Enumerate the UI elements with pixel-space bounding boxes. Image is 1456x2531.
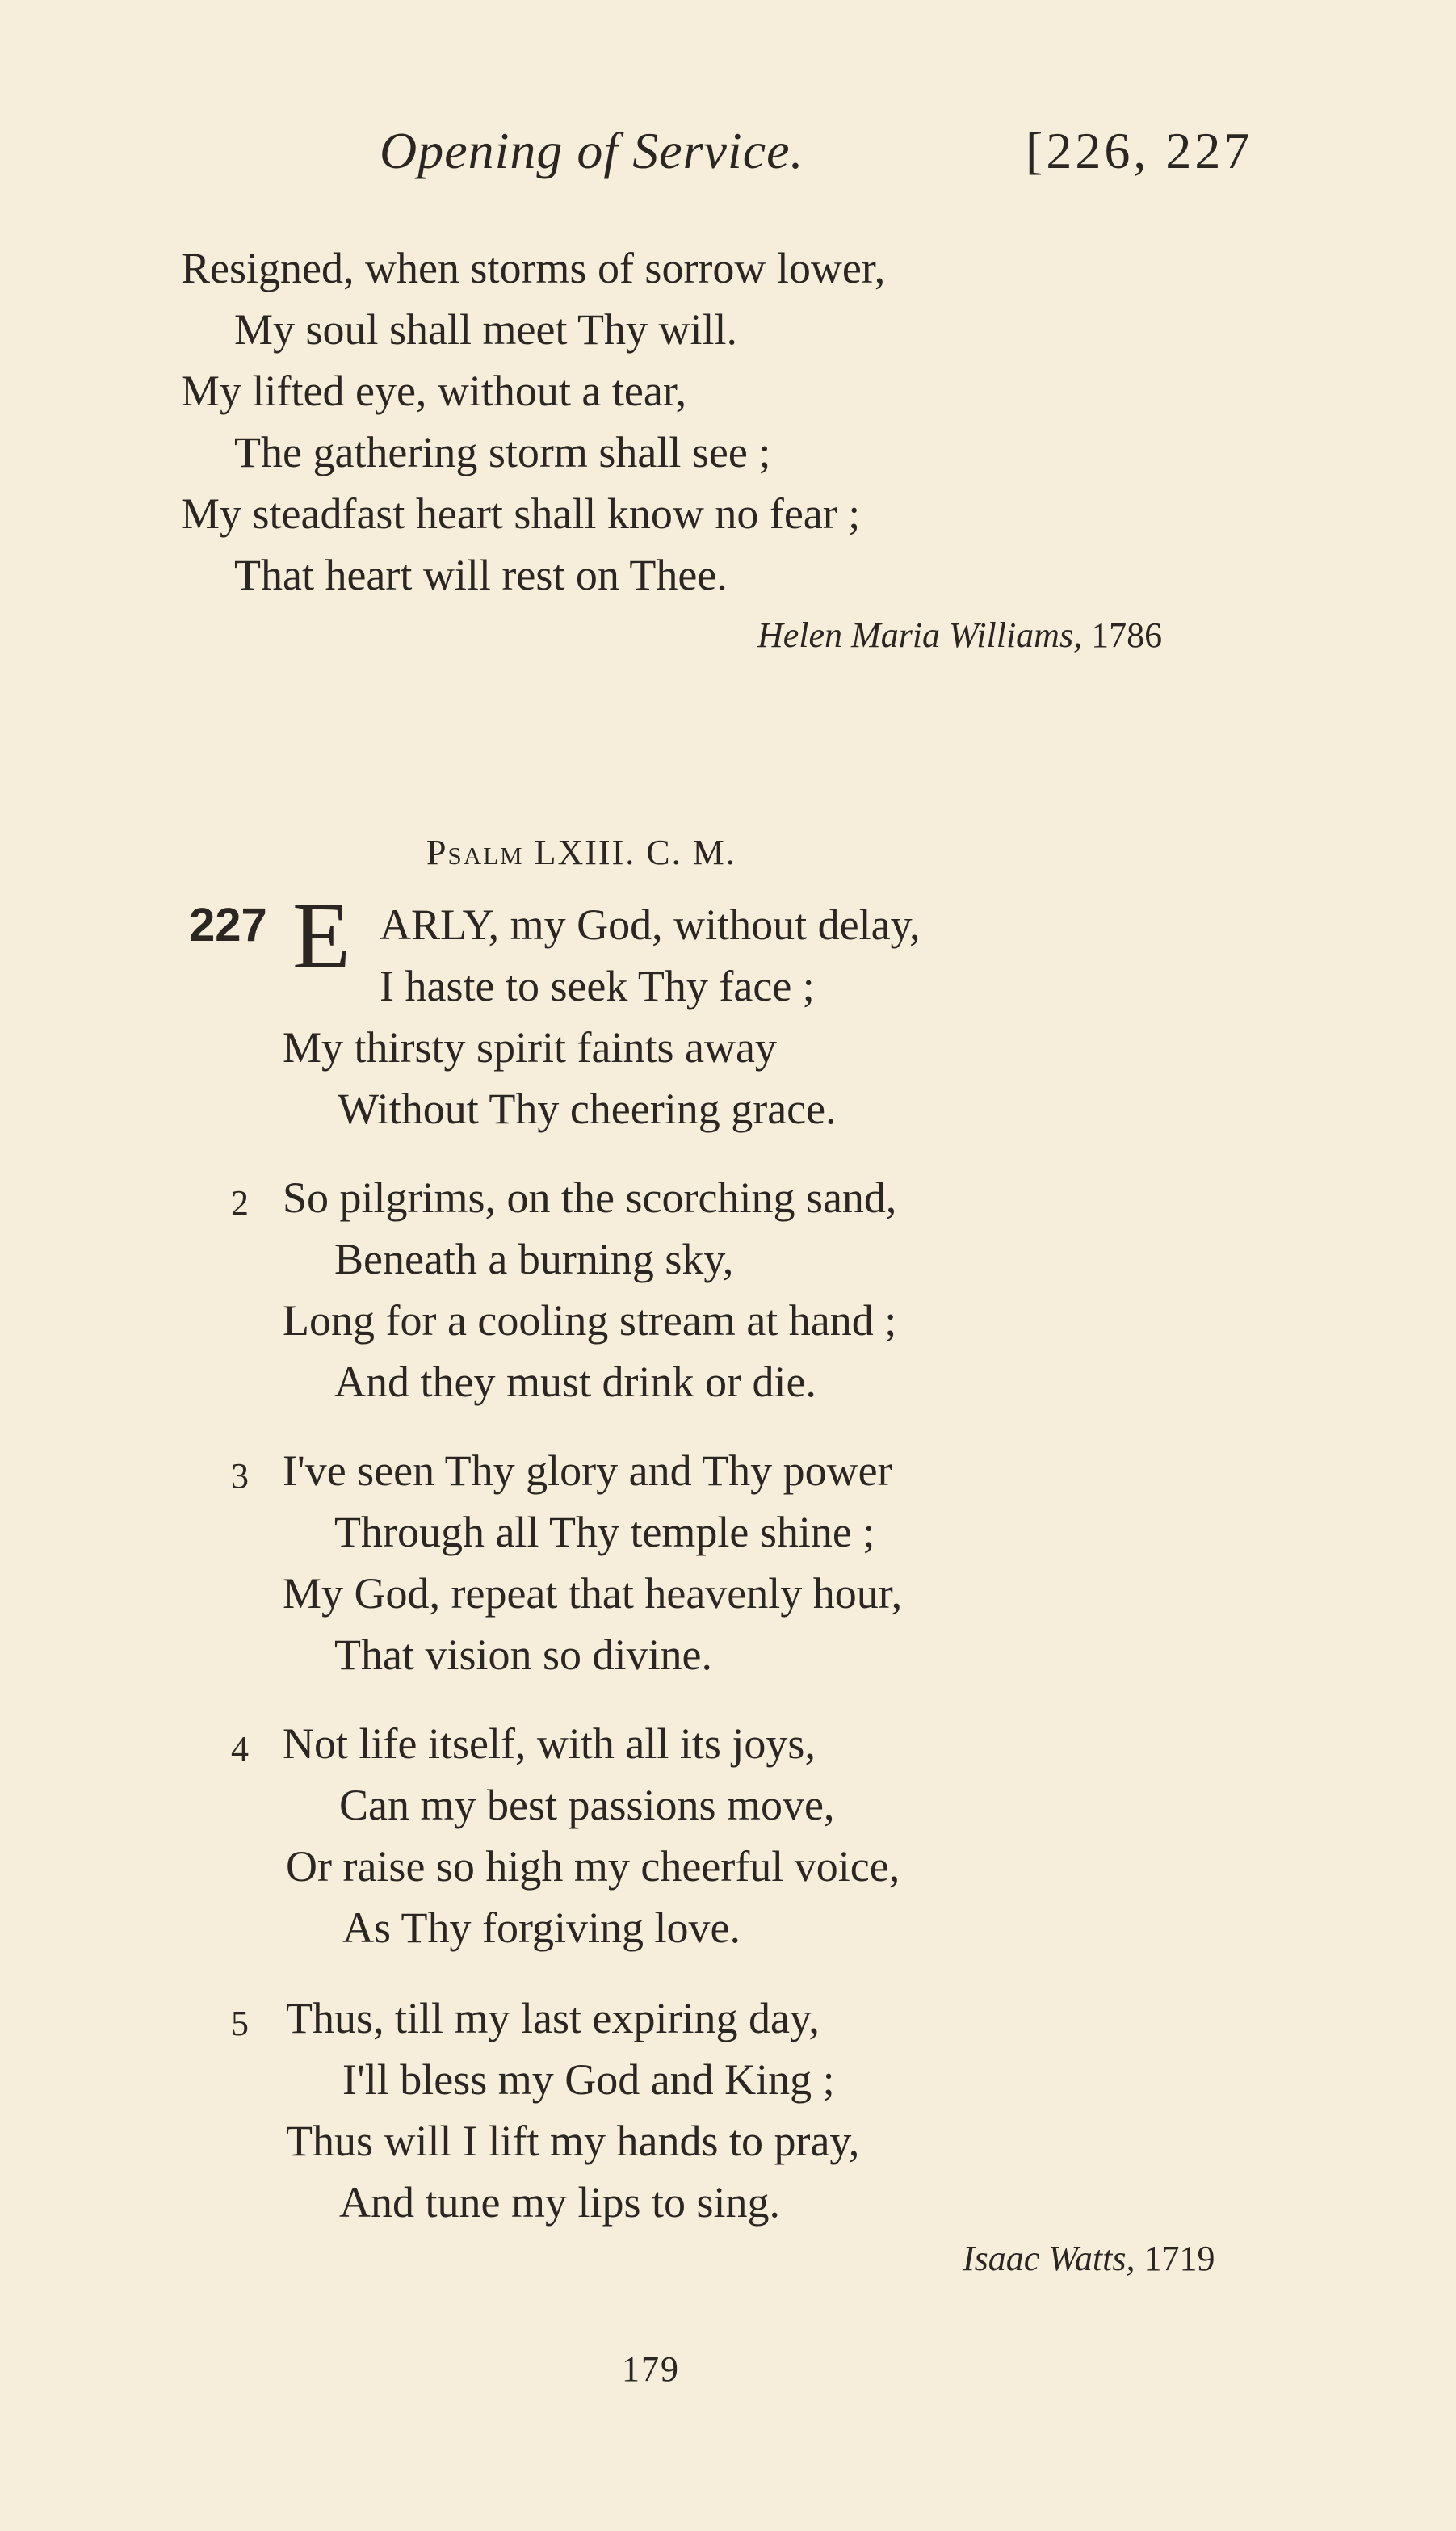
verse5-line: I'll bless my God and King ; (342, 2055, 835, 2104)
hymn226-line: My soul shall meet Thy will. (234, 305, 737, 354)
verse-number: 5 (231, 2004, 249, 2043)
verse4-line: Can my best passions move, (339, 1781, 835, 1829)
hymn226-line: My steadfast heart shall know no fear ; (181, 489, 861, 538)
verse5-line: Thus will I lift my hands to pray, (286, 2117, 860, 2165)
author-name: Helen Maria Williams, (757, 615, 1083, 655)
verse2-line: And they must drink or die. (334, 1358, 816, 1406)
verse4-line: As Thy forgiving love. (342, 1903, 741, 1952)
author-year: 1786 (1091, 615, 1163, 655)
hymn226-line: That heart will rest on Thee. (234, 551, 728, 599)
hymn226-line: The gathering storm shall see ; (234, 428, 771, 476)
verse1-line: I haste to seek Thy face ; (380, 962, 815, 1010)
page-number: 179 (622, 2349, 680, 2389)
author-name: Isaac Watts, (963, 2239, 1135, 2278)
verse3-line: That vision so divine. (334, 1631, 712, 1679)
author-year: 1719 (1143, 2239, 1215, 2278)
verse4-line: Not life itself, with all its joys, (283, 1719, 816, 1768)
running-header (380, 121, 1332, 181)
verse-number: 3 (231, 1456, 249, 1496)
hymn227-attribution (963, 2241, 1215, 2277)
verse4-line: Or raise so high my cheerful voice, (286, 1842, 900, 1891)
verse2-line: So pilgrims, on the scorching sand, (283, 1173, 897, 1222)
verse1-line: My thirsty spirit faints away (283, 1023, 777, 1072)
hymn226-attribution (757, 615, 1163, 655)
verse3-line: Through all Thy temple shine ; (334, 1508, 875, 1556)
verse2-line: Long for a cooling stream at hand ; (283, 1296, 897, 1345)
hymn226-line: Resigned, when storms of sorrow lower, (181, 244, 886, 292)
hymn-number: 227 (189, 899, 267, 951)
hymn226-line: My lifted eye, without a tear, (181, 367, 687, 415)
hymn-range: [226, 227 (1026, 122, 1253, 179)
verse5-line: And tune my lips to sing. (339, 2178, 781, 2227)
verse-number: 4 (231, 1729, 249, 1769)
verse1-line: Without Thy cheering grace. (338, 1085, 837, 1133)
verse3-line: I've seen Thy glory and Thy power (283, 1446, 892, 1495)
drop-cap: E (292, 883, 351, 988)
section-title: Opening of Service. (380, 122, 804, 179)
verse5-line: Thus, till my last expiring day, (286, 1994, 820, 2042)
verse1-line: ARLY, my God, without delay, (380, 900, 921, 949)
psalm-heading: Psalm LXIII. C. M. (426, 833, 736, 872)
verse3-line: My God, repeat that heavenly hour, (283, 1569, 903, 1618)
verse-number: 2 (231, 1183, 249, 1223)
verse2-line: Beneath a burning sky, (334, 1235, 734, 1283)
